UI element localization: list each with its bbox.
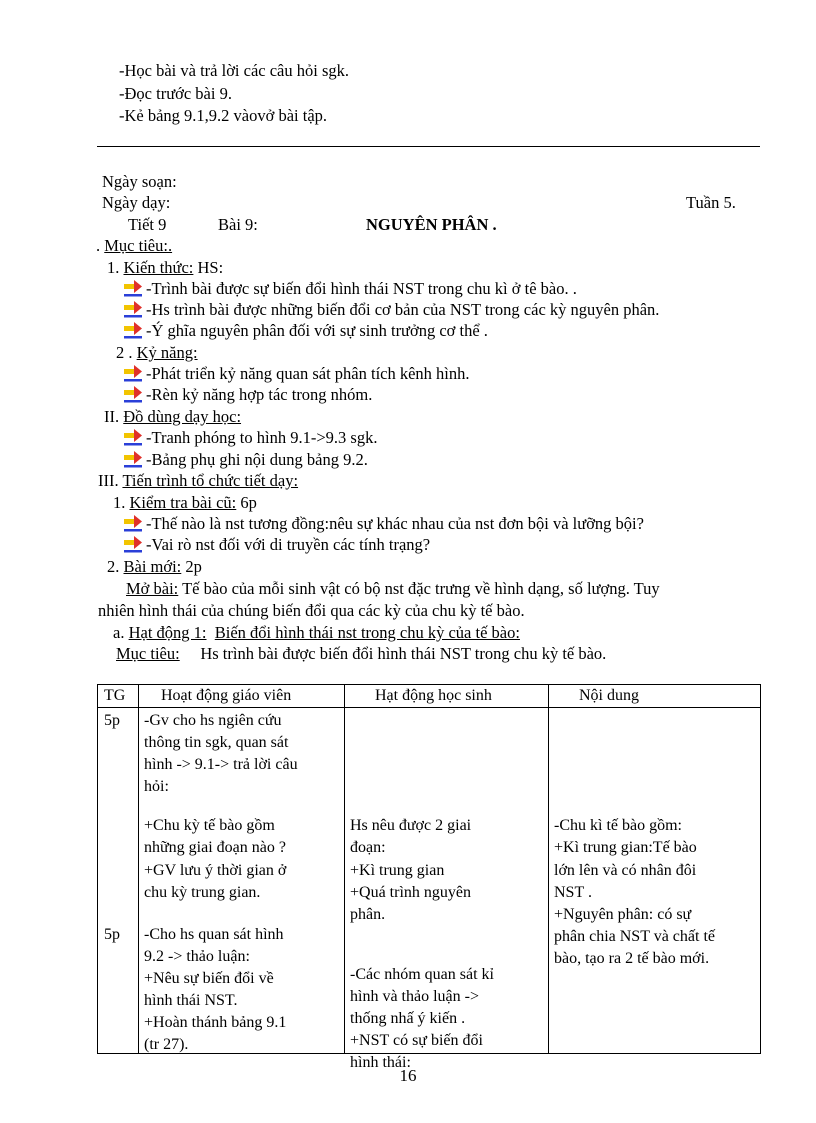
arrow-bullet-icon bbox=[124, 450, 144, 468]
tg-value-1: 5p bbox=[104, 712, 120, 729]
ktbc-item-1 bbox=[124, 514, 644, 534]
teacher-line: hình -> 9.1-> trả lời câu bbox=[144, 756, 298, 773]
ktbc-item-1-text: -Thế nào là nst tương đồng:nêu sự khác nhau của nst đơn bội và lưỡng bội? bbox=[146, 514, 644, 533]
objective-line bbox=[116, 644, 606, 664]
content-line: phân chia NST và chất tế bbox=[554, 928, 715, 945]
arrow-bullet-icon bbox=[124, 535, 144, 553]
activity-1-label: Hạt động 1: bbox=[128, 623, 207, 642]
lesson-title: NGUYÊN PHÂN . bbox=[366, 215, 497, 234]
baimoi-time: 2p bbox=[181, 557, 202, 576]
content-line: +Nguyên phân: có sự bbox=[554, 906, 692, 923]
dodung-item-1-text: -Tranh phóng to hình 9.1->9.3 sgk. bbox=[146, 428, 378, 447]
mobai-text-1: Tế bào của mỗi sinh vật có bộ nst đặc trưng về hình dạng, số lượng. Tuy bbox=[178, 579, 660, 598]
teacher-line: +Nêu sự biến đổi về bbox=[144, 970, 274, 987]
week-label: Tuần 5. bbox=[686, 193, 736, 212]
student-line: phân. bbox=[350, 906, 386, 923]
dodung-item-2 bbox=[124, 450, 368, 470]
student-line: thống nhấ ý kiến . bbox=[350, 1010, 466, 1027]
teacher-line: -Gv cho hs ngiên cứu bbox=[144, 712, 282, 729]
header-teacher: Hoạt động giáo viên bbox=[139, 685, 345, 708]
student-line: +Quá trình nguyên bbox=[350, 884, 471, 901]
kynang-num: 2 . bbox=[116, 343, 137, 362]
page-number: 16 bbox=[399, 1066, 417, 1085]
kynang-heading bbox=[116, 343, 198, 363]
arrow-bullet-icon bbox=[124, 321, 144, 339]
student-line: Hs nêu được 2 giai bbox=[350, 817, 472, 834]
kynang-item-1-text: -Phát triển kỷ năng quan sát phân tích kênh hình. bbox=[146, 364, 470, 383]
kynang-item-2 bbox=[124, 385, 372, 405]
table-row bbox=[98, 708, 761, 1054]
header-tg: TG bbox=[98, 685, 139, 708]
teacher-line: hình thái NST. bbox=[144, 992, 238, 1009]
separator-line bbox=[97, 146, 760, 147]
arrow-bullet-icon bbox=[124, 300, 144, 318]
kynang-label: Kỷ năng: bbox=[136, 343, 198, 362]
student-line: +Kì trung gian bbox=[350, 862, 445, 879]
section-ii-heading bbox=[104, 407, 241, 427]
kienthuc-item-1-text: -Trình bài được sự biến đổi hình thái NST trong chu kì ở tê bào. . bbox=[146, 279, 577, 298]
section-iii-heading bbox=[98, 471, 298, 491]
ktbc-label: Kiểm tra bài cũ: bbox=[129, 493, 237, 512]
section-i-heading bbox=[96, 236, 172, 256]
content-line: lớn lên và có nhân đôi bbox=[554, 862, 697, 879]
arrow-bullet-icon bbox=[124, 279, 144, 297]
kienthuc-item-3-text: -Ý ghĩa nguyên phân đối với sự sinh trưởng cơ thể . bbox=[146, 321, 488, 340]
kienthuc-label: Kiến thức: bbox=[123, 258, 194, 277]
teacher-line: +GV lưu ý thời gian ở bbox=[144, 862, 287, 879]
baimoi-num: 2. bbox=[107, 557, 124, 576]
dodung-item-2-text: -Bảng phụ ghi nội dung bảng 9.2. bbox=[146, 450, 368, 469]
teacher-line: 9.2 -> thảo luận: bbox=[144, 948, 250, 965]
arrow-bullet-icon bbox=[124, 385, 144, 403]
activity-1-prefix: a. bbox=[113, 623, 129, 642]
section-i-prefix: . bbox=[96, 236, 105, 255]
section-ii-title: Đồ dùng dạy học: bbox=[123, 407, 242, 426]
kienthuc-suffix: HS: bbox=[193, 258, 224, 277]
content-line: NST . bbox=[554, 884, 592, 901]
section-ii-num: II. bbox=[104, 407, 124, 426]
mobai-line-2: nhiên hình thái của chúng biến đổi qua các kỳ của chu kỳ tế bào. bbox=[98, 601, 525, 620]
student-line: đoạn: bbox=[350, 839, 386, 856]
teacher-line: hỏi: bbox=[144, 778, 169, 795]
teacher-line: +Hoàn thánh bảng 9.1 bbox=[144, 1014, 287, 1031]
kynang-item-2-text: -Rèn kỷ năng hợp tác trong nhóm. bbox=[146, 385, 373, 404]
tg-cell bbox=[98, 708, 139, 1054]
kienthuc-item-2-text: -Hs trình bài được những biến đổi cơ bản của NST trong các kỳ nguyên phân. bbox=[146, 300, 660, 319]
baimoi-heading bbox=[107, 557, 202, 577]
mobai-line-1 bbox=[126, 579, 660, 599]
ngay-soan-label: Ngày soạn: bbox=[102, 172, 177, 191]
student-line: hình thái: bbox=[350, 1054, 411, 1071]
teacher-line: +Chu kỳ tế bào gồm bbox=[144, 817, 275, 834]
review-item-2: -Đọc trước bài 9. bbox=[119, 84, 232, 103]
activity-1-title: Biến đổi hình thái nst trong chu kỳ của tế bào: bbox=[214, 623, 520, 642]
kienthuc-item-3 bbox=[124, 321, 488, 341]
teacher-line: (tr 27). bbox=[144, 1036, 189, 1053]
teacher-line: -Cho hs quan sát hình bbox=[144, 926, 284, 943]
kienthuc-item-2 bbox=[124, 300, 659, 320]
section-iii-title: Tiến trình tổ chức tiết dạy: bbox=[122, 471, 299, 490]
ktbc-item-2-text: -Vai rò nst đối với di truyền các tính trạng? bbox=[146, 535, 431, 554]
objective-text: Hs trình bài được biến đổi hình thái NST trong chu kỳ tế bào. bbox=[200, 644, 607, 663]
activity-1-heading bbox=[113, 623, 520, 643]
dodung-item-1 bbox=[124, 428, 377, 448]
ktbc-heading bbox=[113, 493, 257, 513]
table-header-row bbox=[98, 685, 761, 708]
kienthuc-item-1 bbox=[124, 279, 577, 299]
ngay-day-label: Ngày dạy: bbox=[102, 193, 171, 212]
student-line: +NST có sự biến đổi bbox=[350, 1032, 483, 1049]
ktbc-time: 6p bbox=[236, 493, 257, 512]
lesson-period: Tiết 9 bbox=[128, 215, 167, 234]
teacher-line: những giai đoạn nào ? bbox=[144, 839, 286, 856]
teacher-line: chu kỳ trung gian. bbox=[144, 884, 261, 901]
ktbc-item-2 bbox=[124, 535, 430, 555]
kienthuc-num: 1. bbox=[107, 258, 124, 277]
ktbc-num: 1. bbox=[113, 493, 130, 512]
review-item-3: -Kẻ bảng 9.1,9.2 vàovở bài tập. bbox=[119, 106, 328, 125]
arrow-bullet-icon bbox=[124, 428, 144, 446]
arrow-bullet-icon bbox=[124, 514, 144, 532]
student-line: -Các nhóm quan sát kỉ bbox=[350, 966, 494, 983]
teacher-cell bbox=[139, 708, 345, 1054]
arrow-bullet-icon bbox=[124, 364, 144, 382]
content-line: -Chu kì tế bào gồm: bbox=[554, 817, 682, 834]
review-item-1: -Học bài và trả lời các câu hỏi sgk. bbox=[119, 61, 350, 80]
mobai-label: Mở bài: bbox=[126, 579, 179, 598]
lesson-number: Bài 9: bbox=[218, 215, 258, 234]
section-iii-num: III. bbox=[98, 471, 123, 490]
header-content: Nội dung bbox=[549, 685, 761, 708]
header-student: Hạt động học sinh bbox=[345, 685, 549, 708]
tg-value-2: 5p bbox=[104, 926, 120, 943]
student-cell bbox=[345, 708, 549, 1071]
content-line: bào, tạo ra 2 tế bào mới. bbox=[554, 950, 710, 967]
kynang-item-1 bbox=[124, 364, 470, 384]
kienthuc-heading bbox=[107, 258, 223, 278]
teacher-line: thông tin sgk, quan sát bbox=[144, 734, 289, 751]
student-line: hình và thảo luận -> bbox=[350, 988, 479, 1005]
section-i-title: Mục tiêu:. bbox=[104, 236, 173, 255]
activity-table bbox=[97, 684, 761, 1071]
baimoi-label: Bài mới: bbox=[123, 557, 182, 576]
content-line: +Kì trung gian:Tế bào bbox=[554, 839, 697, 856]
content-cell bbox=[549, 708, 761, 1054]
objective-label: Mục tiêu: bbox=[116, 644, 180, 663]
